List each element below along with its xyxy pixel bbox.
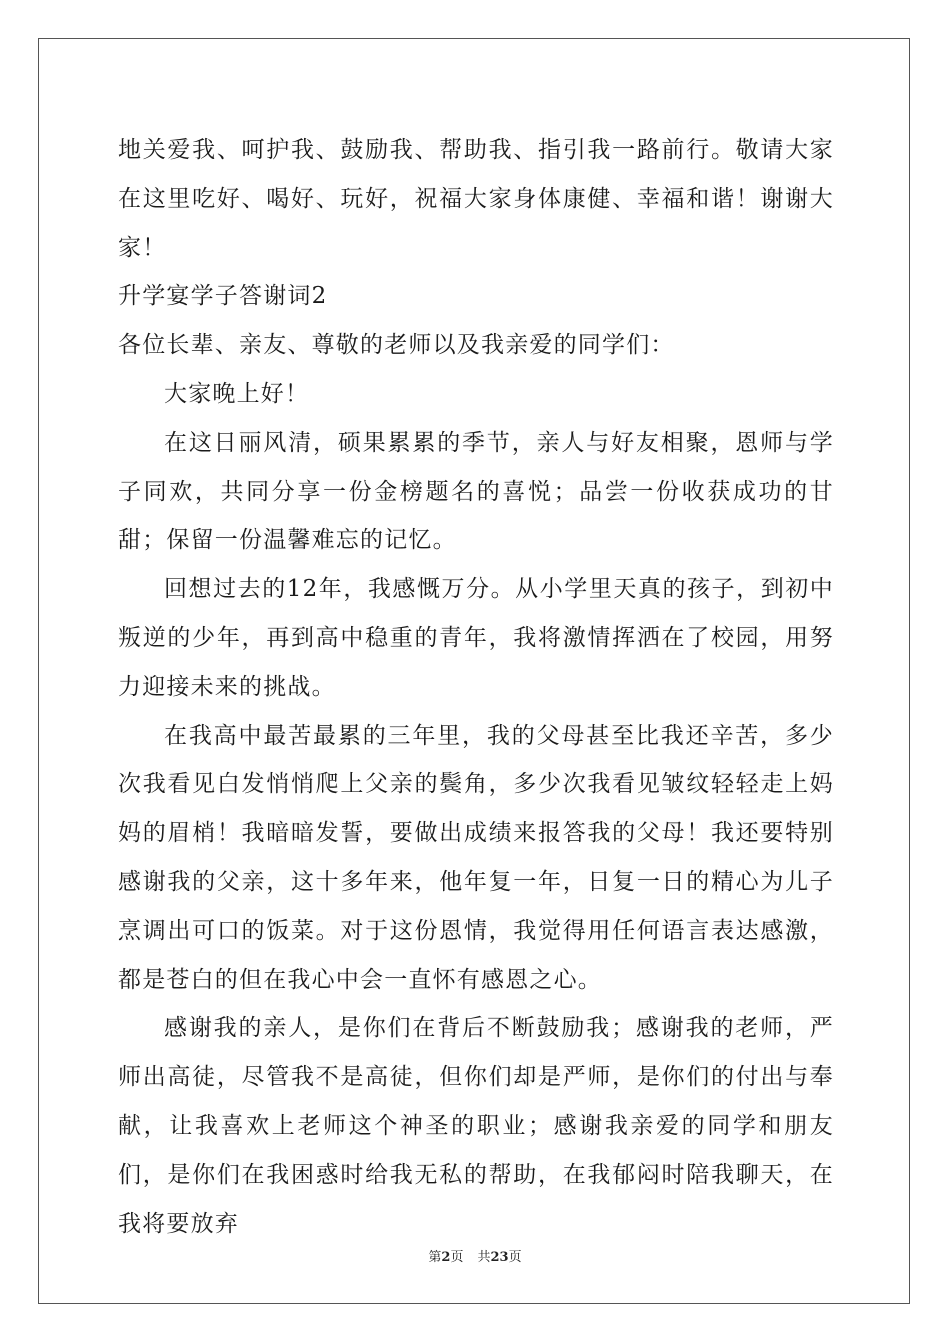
footer-total-pages: 23 [490,1250,509,1265]
footer-page-number: 2 [441,1250,451,1265]
footer-page-prefix: 第 [428,1250,442,1265]
paragraph: 地关爱我、呵护我、鼓励我、帮助我、指引我一路前行。敬请大家在这里吃好、喝好、玩好，祝福大家身体康健、幸福和谐！谢谢大家！ [118,137,834,261]
paragraph: 在我高中最苦最累的三年里，我的父母甚至比我还辛苦，多少次我看见白发悄悄爬上父亲的鬓角，多少次我看见皱纹轻轻走上妈妈的眉梢！我暗暗发誓，要做出成绩来报答我的父母！我还要特别感谢我的父亲，这十多年来，他年复一年，日复一日的精心为儿子烹调出可口的饭菜。对于这份恩情，我觉得用任何语言表达感激，都是苍白的但在我心中会一直怀有感恩之心。 [118,722,834,993]
paragraph: 回想过去的12年，我感慨万分。从小学里天真的孩子，到初中叛逆的少年，再到高中稳重的青年，我将激情挥洒在了校园，用努力迎接未来的挑战。 [118,576,834,700]
paragraph: 在这日丽风清，硕果累累的季节，亲人与好友相聚，恩师与学子同欢，共同分享一份金榜题名的喜悦；品尝一份收获成功的甘甜；保留一份温馨难忘的记忆。 [118,429,834,554]
document-body [118,126,834,1248]
paragraph: 各位长辈、亲友、尊敬的老师以及我亲爱的同学们： [118,332,675,359]
footer-page-suffix: 页 [450,1250,464,1265]
page-footer [0,1246,950,1265]
paragraph: 感谢我的亲人，是你们在背后不断鼓励我；感谢我的老师，严师出高徒，尽管我不是高徒，但你们却是严师，是你们的付出与奉献，让我喜欢上老师这个神圣的职业；感谢我亲爱的同学和朋友们，是你们在我困惑时给我无私的帮助，在我郁闷时陪我聊天，在我将要放弃 [118,1015,834,1237]
paragraph: 大家晚上好！ [164,380,310,407]
footer-total-suffix: 页 [508,1250,522,1265]
paragraph: 升学宴学子答谢词2 [118,283,328,310]
footer-total-prefix: 共 [477,1250,491,1265]
